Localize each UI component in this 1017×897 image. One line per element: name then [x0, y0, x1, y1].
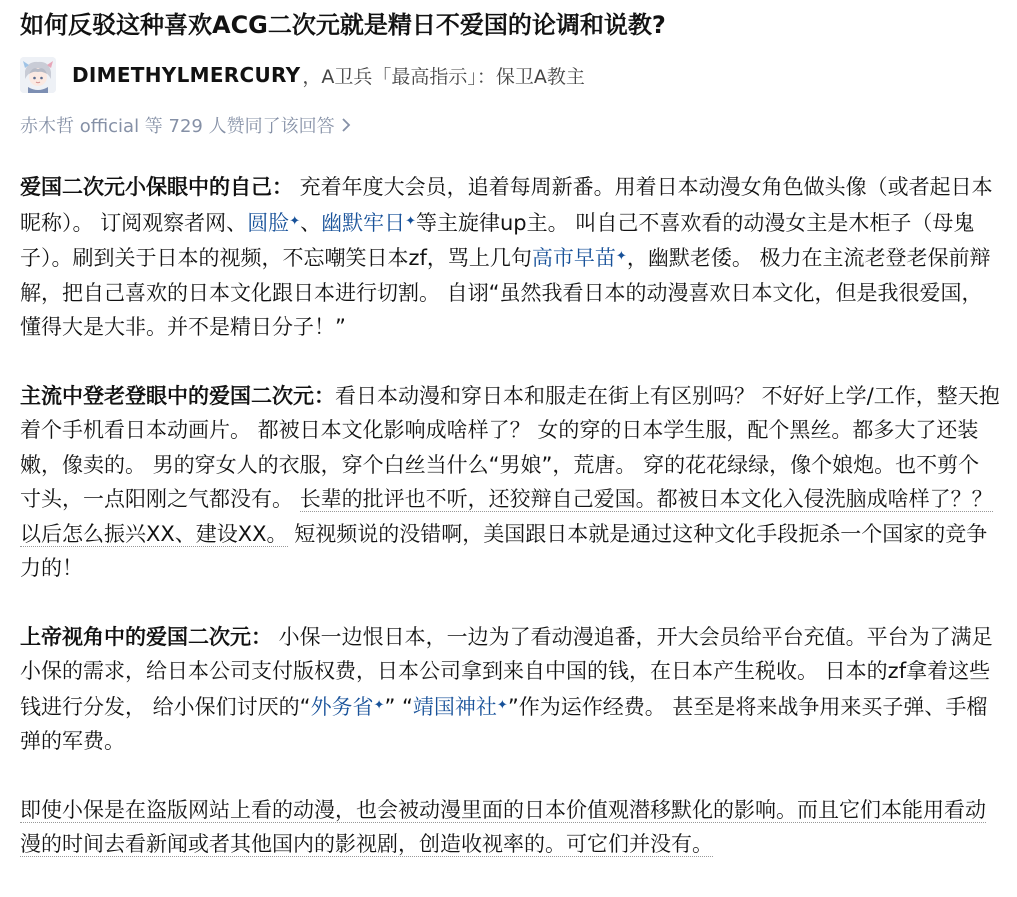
paragraph-text: 充着年度大会员，追着每周新番。用着日本动漫女角色做头像（或者起日本昵称）。 订阅观察者网、 [20, 175, 993, 235]
author-name[interactable]: DIMETHYLMERCURY [72, 63, 301, 87]
highlighted-text: 即使小保是在盗版网站上看的动漫，也会被动漫里面的日本价值观潜移默化的影响。而且它们本能用看动漫的时间去看新闻或者其他国内的影视剧，创造收视率的。可它们并没有。 [20, 797, 986, 856]
anime-avatar-icon [20, 57, 56, 93]
paragraph-text: 看日本动漫和穿日本和服走在街上有区别吗？ 不好好上学/工作，整天抱着个手机看日本动画片。 都被日本文化影响成啥样了？ 女的穿的日本学生服，配个黑丝。都多大了还装嫩，像卖的。 男的穿女人的衣服，穿个白丝当什么“男娘”，荒唐。 穿的花花绿绿，像个娘炮。也不剪个寸头，一点阳刚之气都没有。 [20, 383, 1000, 511]
paragraph-text: ” “ [384, 694, 413, 719]
voters-summary[interactable] [20, 112, 1000, 138]
sparkle-icon: ✦ [615, 249, 627, 264]
answer-paragraph-1 [20, 170, 1000, 345]
paragraph-text: 、 [300, 210, 322, 235]
chevron-right-icon [341, 117, 351, 133]
topic-link-gaoshizaomiao[interactable]: 高市早苗 [531, 246, 616, 270]
topic-link-waiwusheng[interactable]: 外务省 [310, 694, 374, 719]
sparkle-icon: ✦ [289, 213, 301, 229]
topic-link-jingguoshenshe[interactable]: 靖国神社 [412, 694, 497, 719]
paragraph-text: 小保一边恨日本，一边为了看动漫追番，开大会员给平台充值。平台为了满足小保的需求，给日本公司支付版权费，日本公司拿到来自中国的钱，在日本产生税收。 日本的zf拿着这些钱进行分发， 给小保们讨厌的“ [20, 624, 993, 719]
paragraph-label: 上帝视角中的爱国二次元： [20, 624, 272, 649]
sparkle-icon: ✦ [405, 213, 416, 229]
highlighted-text: 长辈的批评也不听，还狡辩自己爱国。都被日本文化入侵洗脑成啥样了？？ 以后怎么振兴XX、建设XX。 [20, 487, 993, 546]
answer-paragraph-3 [20, 620, 1000, 759]
answer-page [20, 0, 1000, 862]
paragraph-label: 主流中登老登眼中的爱国二次元： [20, 383, 335, 408]
question-title[interactable]: 如何反驳这种喜欢ACG二次元就是精日不爱国的论调和说教? [20, 11, 666, 39]
author-info [20, 56, 1000, 94]
sparkle-icon: ✦ [373, 697, 385, 713]
paragraph-text: 短视频说的没错啊，美国跟日本就是通过这种文化手段扼杀一个国家的竞争力的！ [20, 521, 988, 580]
answer-content [20, 170, 1000, 862]
answer-paragraph-2 [20, 379, 1000, 586]
topic-link-yuanlian[interactable]: 圆脸 [247, 210, 290, 235]
author-headline: ，A卫兵「最高指示」：保卫A教主 [302, 65, 585, 88]
topic-link-youmolaori[interactable]: 幽默牢日 [321, 210, 406, 235]
author-avatar[interactable] [20, 57, 56, 93]
sparkle-icon: ✦ [496, 697, 508, 713]
paragraph-text: ”作为运作经费。 甚至是将来战争用来买子弹、手榴弹的军费。 [20, 694, 988, 753]
paragraph-text: ，幽默老倭。 极力在主流老登老保前辩解，把自己喜欢的日本文化跟日本进行切割。 自诩“虽然我看日本的动漫喜欢日本文化，但是我很爱国，懂得大是大非。并不是精日分子！” [20, 246, 991, 339]
voters-text[interactable]: 赤木哲 official 等 729 人赞同了该回答 [20, 116, 335, 137]
paragraph-label: 爱国二次元小保眼中的自己： [20, 175, 293, 199]
answer-paragraph-4 [20, 793, 1000, 862]
paragraph-text: 等主旋律up主。 叫自己不喜欢看的动漫女主是木柜子（母鬼子）。刷到关于日本的视频，不忘嘲笑日本zf，骂上几句 [20, 210, 975, 270]
